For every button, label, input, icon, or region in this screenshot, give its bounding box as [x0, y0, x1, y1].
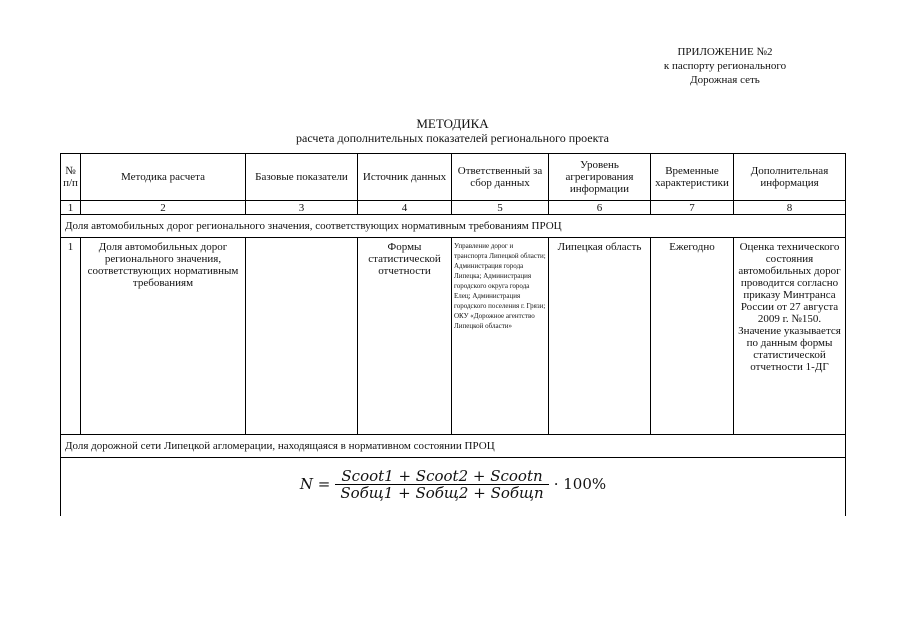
header-method: Методика расчета	[81, 154, 246, 201]
header-num: № п/п	[61, 154, 81, 201]
section-row	[61, 215, 846, 238]
document-title	[60, 116, 845, 146]
formula	[63, 466, 843, 502]
header-time: Временные характеристики	[651, 154, 734, 201]
row-time: Ежегодно	[651, 238, 734, 435]
table-row	[61, 238, 846, 435]
row-num: 1	[61, 238, 81, 435]
col-number: 5	[452, 201, 549, 215]
appendix-passport: к паспорту регионального	[663, 60, 787, 72]
column-number-row	[61, 201, 846, 215]
row-level: Липецкая область	[549, 238, 651, 435]
col-number: 7	[651, 201, 734, 215]
header-responsible: Ответственный за сбор данных	[452, 154, 549, 201]
header-source: Источник данных	[358, 154, 452, 201]
row-responsible: Управление дорог и транспорта Липецкой области; Администрация города Липецка; Администрация городского округа города Елец; Администрация городского поселения г. Грязи; ОКУ «Дорожное агентство Липецкой области»	[452, 238, 549, 435]
formula-fraction	[334, 466, 549, 502]
col-number: 2	[81, 201, 246, 215]
formula-numerator: Scoot1 + Scoot2 + Scootn	[335, 470, 548, 485]
row-info: Оценка технического состояния автомобильных дорог проводится согласно приказу Минтранса России от 27 августа 2009 г. №150. Значение указывается по данным формы статистической отчетности 1-ДГ	[734, 238, 846, 435]
header-base: Базовые показатели	[246, 154, 358, 201]
formula-lhs: N =	[299, 475, 331, 493]
formula-rhs: · 100%	[553, 475, 607, 493]
formula-denominator: Sобщ1 + Sобщ2 + Sобщn	[340, 483, 544, 502]
row-source: Формы статистической отчетности	[358, 238, 452, 435]
header-level: Уровень агрегирования информации	[549, 154, 651, 201]
col-number: 1	[61, 201, 81, 215]
formula-row	[61, 458, 846, 517]
header-info: Дополнительная информация	[734, 154, 846, 201]
title-subtitle: расчета дополнительных показателей регионального проекта	[296, 131, 609, 145]
col-number: 6	[549, 201, 651, 215]
formula-cell	[61, 458, 846, 517]
appendix-number: ПРИЛОЖЕНИЕ №2	[677, 46, 773, 58]
appendix-header	[625, 45, 825, 87]
col-number: 8	[734, 201, 846, 215]
methodology-table	[60, 153, 846, 516]
row-method: Доля автомобильных дорог регионального значения, соответствующих нормативным требованиям	[81, 238, 246, 435]
section-title-roads: Доля автомобильных дорог регионального значения, соответствующих нормативным требованиям ПРОЦ	[61, 215, 846, 238]
row-base	[246, 238, 358, 435]
appendix-project: Дорожная сеть	[690, 74, 760, 86]
col-number: 4	[358, 201, 452, 215]
title-main: МЕТОДИКА	[416, 116, 489, 131]
section-row	[61, 435, 846, 458]
col-number: 3	[246, 201, 358, 215]
table-header-row	[61, 154, 846, 201]
section-title-agglomeration: Доля дорожной сети Липецкой агломерации, находящаяся в нормативном состоянии ПРОЦ	[61, 435, 846, 458]
